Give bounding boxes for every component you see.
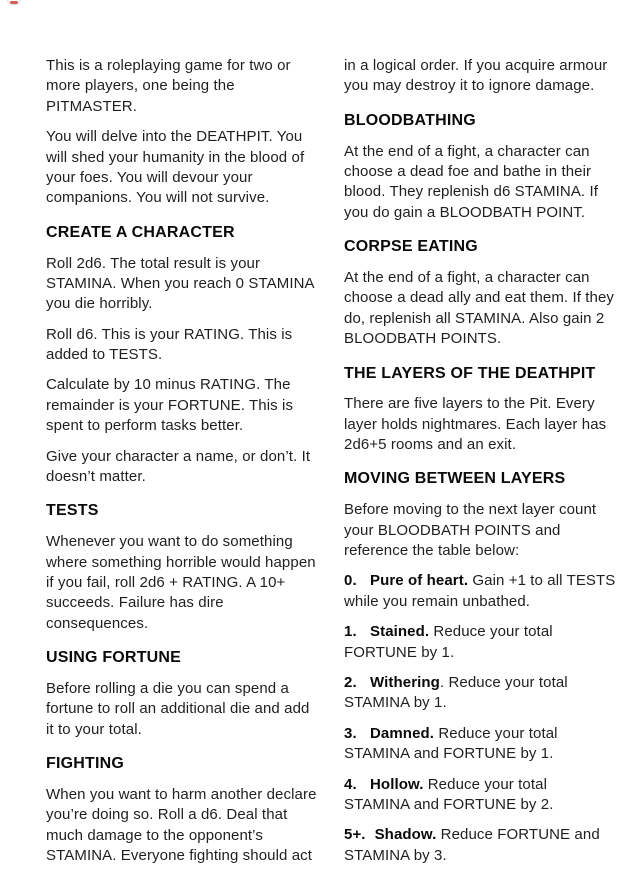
right-column xyxy=(344,56,616,877)
heading-fighting: FIGHTING xyxy=(46,755,125,773)
intro-paragraph: This is a roleplaying game for two or more players, one being the PITMASTER. xyxy=(46,57,291,115)
list-item-stained xyxy=(344,622,616,663)
list-item-text: Reduce your total STAMINA and FORTUNE by 2. xyxy=(344,775,554,813)
heading-create-a-character: CREATE A CHARACTER xyxy=(46,223,235,241)
name-paragraph: Give your character a name, or don’t. It doesn’t matter. xyxy=(46,447,311,486)
badge-red-bar xyxy=(10,1,18,4)
fighting-paragraph: When you want to harm another declare you’re doing so. Roll a d6. Deal that much damage to the opponent’s STAMINA. Everyone fighting should act xyxy=(46,785,317,865)
heading-corpse-eating: CORPSE EATING xyxy=(344,238,478,256)
list-item-hollow xyxy=(344,775,616,816)
list-item-text: Reduce your total STAMINA and FORTUNE by 1. xyxy=(344,724,558,763)
heading-bloodbathing: BLOODBATHING xyxy=(344,111,476,129)
list-item-name: Hollow. xyxy=(370,775,424,793)
heading-using-fortune: USING FORTUNE xyxy=(46,649,182,667)
list-item-text: Gain +1 to all TESTS while you remain unbathed. xyxy=(344,572,616,610)
stamina-paragraph: Roll 2d6. The total result is your STAMINA. When you reach 0 STAMINA you die horribly. xyxy=(46,254,314,313)
list-item-name: Damned. xyxy=(370,724,435,742)
list-item-text: Reduce your total FORTUNE by 1. xyxy=(344,623,553,661)
list-item-text: Reduce FORTUNE and STAMINA by 3. xyxy=(344,826,600,864)
fortune-calc-paragraph: Calculate by 10 minus RATING. The remainder is your FORTUNE. This is spent to perform tasks better. xyxy=(46,376,294,435)
rating-paragraph: Roll d6. This is your RATING. This is added to TESTS. xyxy=(46,325,293,364)
bloodbathing-paragraph: At the end of a fight, a character can choose a dead foe and bathe in their blood. They replenish d6 STAMINA. If you do gain a BLOODBATH POINT. xyxy=(344,142,599,221)
list-item-number: 5+. xyxy=(344,826,366,844)
tests-paragraph: Whenever you want to do something where something horrible would happen if you fail, roll 2d6 + RATING. A 10+ succeeds. Failure has dire consequences. xyxy=(46,533,316,632)
list-item-number: 4. xyxy=(344,775,357,793)
left-column xyxy=(46,56,318,877)
heading-tests: TESTS xyxy=(46,502,99,520)
heading-layers-of-the-deathpit: THE LAYERS OF THE DEATHPIT xyxy=(344,364,596,382)
using-fortune-paragraph: Before rolling a die you can spend a fortune to roll an additional die and add it to your total. xyxy=(46,679,310,738)
list-item-name: Stained. xyxy=(370,623,430,641)
list-item-name: Withering xyxy=(370,674,440,691)
list-item-damned xyxy=(344,724,616,765)
list-item-shadow xyxy=(344,825,616,866)
list-item-text: . Reduce your total STAMINA by 1. xyxy=(344,674,568,712)
list-item-name: Pure of heart. xyxy=(370,572,469,590)
heading-moving-between-layers: MOVING BETWEEN LAYERS xyxy=(344,470,566,488)
premise-paragraph: You will delve into the DEATHPIT. You will shed your humanity in the blood of your foes. You will devour your companions. You will not survive. xyxy=(46,128,305,207)
moving-layers-paragraph: Before moving to the next layer count your BLOODBATH POINTS and reference the table below: xyxy=(344,501,597,560)
corpse-eating-paragraph: At the end of a fight, a character can choose a dead ally and eat them. If they do, replenish all STAMINA. Also gain 2 BLOODBATH POINTS. xyxy=(344,268,615,348)
list-item-withering xyxy=(344,673,616,714)
list-item-number: 2. xyxy=(344,674,357,691)
list-item-number: 1. xyxy=(344,623,357,641)
list-item-pure-of-heart xyxy=(344,571,616,612)
list-item-name: Shadow. xyxy=(374,826,437,844)
layers-paragraph: There are five layers to the Pit. Every layer holds nightmares. Each layer has 2d6+5 rooms and an exit. xyxy=(344,395,607,454)
list-item-number: 3. xyxy=(344,724,357,742)
list-item-number: 0. xyxy=(344,572,357,590)
fighting-continued-paragraph: in a logical order. If you acquire armour you may destroy it to ignore damage. xyxy=(344,57,608,95)
